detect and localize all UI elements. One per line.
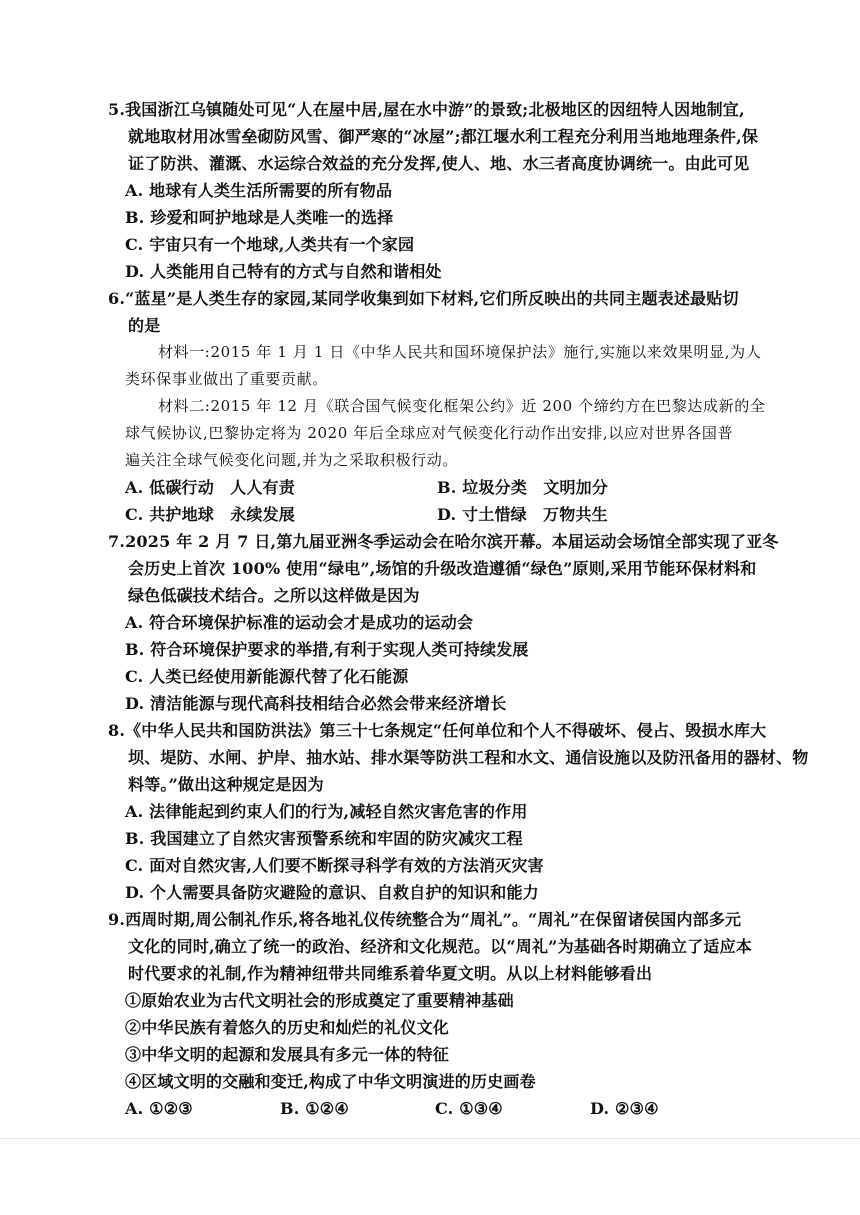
option-b: B. 珍爱和呵护地球是人类唯一的选择 [125,208,394,227]
option-a: A. 低碳行动 人人有责 [125,478,295,497]
question-5 [108,96,758,285]
question-stem-line: 就地取材用冰雪垒砌防风雪、御严寒的“冰屋”;都江堰水利工程充分利用当地地理条件,保 [128,127,759,146]
option-b: B. 我国建立了自然灾害预警系统和牢固的防灾减灾工程 [125,829,523,848]
option-row [108,501,758,528]
question-9 [108,906,758,1122]
question-stem-line: 绿色低碳技术结合。之所以这样做是因为 [128,586,420,605]
statement-4: ④区域文明的交融和变迁,构成了中华文明演进的历史画卷 [125,1072,536,1091]
option-a: A. 法律能起到约束人们的行为,减轻自然灾害危害的作用 [125,802,528,821]
question-stem-line: 会历史上首次 100% 使用“绿电”,场馆的升级改造遵循“绿色”原则,采用节能环保材料和 [128,559,757,578]
option-d: D. 寸土惜绿 万物共生 [437,505,608,524]
question-stem-line: 8.《中华人民共和国防洪法》第三十七条规定“任何单位和个人不得破坏、侵占、毁损水库大 [108,721,767,740]
material-one-line: 类环保事业做出了重要贡献。 [125,370,328,388]
question-stem-line: 坝、堤防、水闸、护岸、抽水站、排水渠等防洪工程和水文、通信设施以及防汛备用的器材、物 [128,748,809,767]
statement-2: ②中华民族有着悠久的历史和灿烂的礼仪文化 [125,1018,450,1037]
question-list [108,96,809,1122]
option-d: D. ②③④ [590,1099,659,1118]
page-bottom-divider [0,1138,860,1139]
material-two-line: 材料二:2015 年 12 月《联合国气候变化框架公约》近 200 个缔约方在巴黎达成新的全 [158,397,766,415]
statement-1: ①原始农业为古代文明社会的形成奠定了重要精神基础 [125,991,514,1010]
question-stem-line: 料等。”做出这种规定是因为 [128,775,324,794]
option-c: C. 面对自然灾害,人们要不断探寻科学有效的方法消灭灾害 [125,856,544,875]
question-stem-line: 时代要求的礼制,作为精神纽带共同维系着华夏文明。从以上材料能够看出 [128,964,653,983]
question-8 [108,717,809,906]
option-d: D. 清洁能源与现代高科技相结合必然会带来经济增长 [125,694,507,713]
question-stem-line: 7.2025 年 2 月 7 日,第九届亚洲冬季运动会在哈尔滨开幕。本届运动会场馆全部实现了亚冬 [108,532,779,551]
option-b: B. 符合环境保护要求的举措,有利于实现人类可持续发展 [125,640,529,659]
option-d: D. 个人需要具备防灾避险的意识、自救自护的知识和能力 [125,883,539,902]
question-7 [108,528,779,717]
option-row [108,1095,758,1122]
material-one-line: 材料一:2015 年 1 月 1 日《中华人民共和国环境保护法》施行,实施以来效果明显,为人 [158,343,762,361]
material-two-line: 遍关注全球气候变化问题,并为之采取积极行动。 [125,451,458,469]
question-stem-line: 证了防洪、灌溉、水运综合效益的充分发挥,使人、地、水三者高度协调统一。由此可见 [128,154,750,173]
question-stem-line: 9.西周时期,周公制礼作乐,将各地礼仪传统整合为“周礼”。“周礼”在保留诸侯国内部多元 [108,910,742,929]
question-stem-line: 的是 [128,316,161,335]
option-c: C. 共护地球 永续发展 [125,505,295,524]
question-stem-line: 文化的同时,确立了统一的政治、经济和文化规范。以“周礼”为基础各时期确立了适应本 [128,937,752,956]
option-c: C. 人类已经使用新能源代替了化石能源 [125,667,409,686]
question-stem-line: 6.“蓝星”是人类生存的家园,某同学收集到如下材料,它们所反映出的共同主题表述最贴切 [108,289,739,308]
option-a: A. 地球有人类生活所需要的所有物品 [125,181,393,200]
option-d: D. 人类能用自己特有的方式与自然和谐相处 [125,262,442,281]
statement-3: ③中华文明的起源和发展具有多元一体的特征 [125,1045,450,1064]
option-b: B. ①②④ [280,1099,349,1118]
option-row [108,474,758,501]
option-a: A. 符合环境保护标准的运动会才是成功的运动会 [125,613,474,632]
option-b: B. 垃圾分类 文明加分 [437,478,609,497]
material-two-line: 球气候协议,巴黎协定将为 2020 年后全球应对气候变化行动作出安排,以应对世界各国普 [125,424,734,442]
question-stem-line: 5.我国浙江乌镇随处可见“人在屋中居,屋在水中游”的景致;北极地区的因纽特人因地制宜, [108,100,745,119]
question-6 [108,285,766,528]
option-a: A. ①②③ [125,1099,193,1118]
option-c: C. 宇宙只有一个地球,人类共有一个家园 [125,235,415,254]
option-c: C. ①③④ [435,1099,503,1118]
